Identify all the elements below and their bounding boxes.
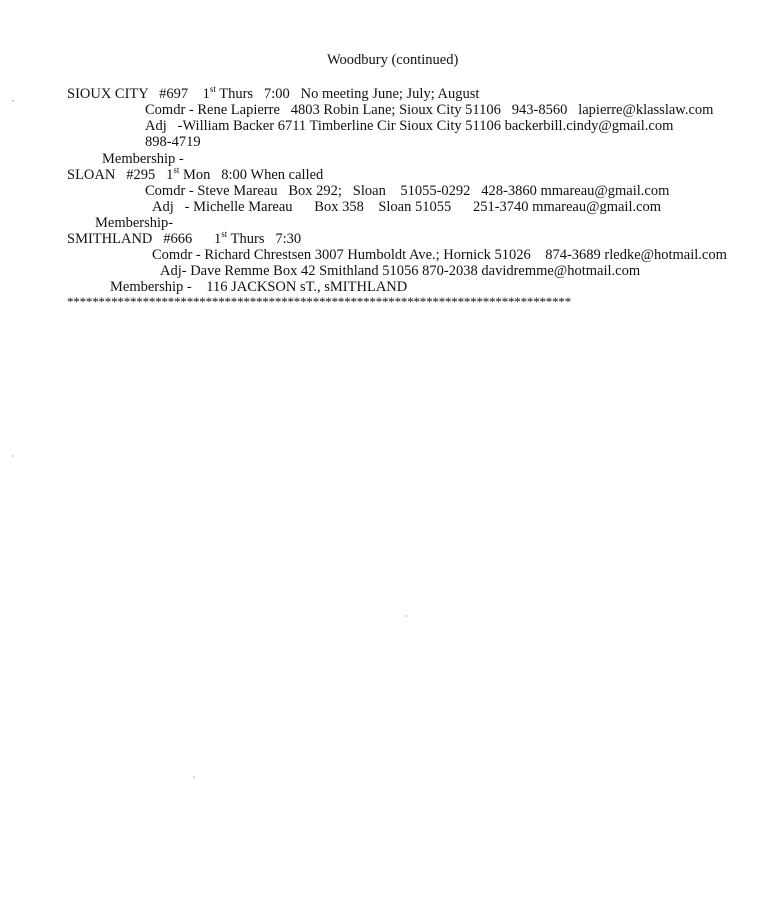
meeting-time: 7:30 — [275, 231, 302, 247]
scan-speck — [12, 100, 14, 102]
scan-speck — [12, 455, 14, 457]
post-number: #697 — [159, 86, 189, 102]
post-header-sioux-city — [67, 86, 479, 102]
post-name: SIOUX CITY — [67, 86, 149, 102]
meeting-day-ordinal: 1 — [214, 231, 222, 247]
section-separator: ******************************************************************************** — [67, 294, 572, 309]
scan-speck — [405, 615, 407, 617]
scan-speck — [193, 776, 195, 778]
meeting-day: Mon — [182, 167, 211, 183]
meeting-time: 7:00 — [263, 86, 290, 102]
meeting-day-ordinal: 1 — [202, 86, 210, 102]
adjutant-line: Adj -William Backer 6711 Timberline Cir Sioux City 51106 backerbill.cindy@gmail.com — [145, 118, 674, 134]
commander-line: Comdr - Richard Chrestsen 3007 Humboldt Ave.; Hornick 51026 874-3689 rledke@hotmail.com — [152, 247, 727, 263]
meeting-note: No meeting June; July; August — [300, 86, 480, 102]
post-header-smithland — [67, 231, 301, 247]
membership-line: Membership - — [102, 151, 184, 167]
meeting-day: Thurs — [230, 231, 265, 247]
post-name: SMITHLAND — [67, 231, 153, 247]
meeting-day: Thurs — [219, 86, 254, 102]
page-title: Woodbury (continued) — [327, 52, 459, 68]
membership-line: Membership- — [95, 215, 174, 231]
meeting-note: When called — [250, 167, 324, 183]
meeting-day-ordinal: 1 — [166, 167, 174, 183]
meeting-day-suffix: st — [209, 84, 216, 94]
post-header-sloan — [67, 167, 323, 183]
post-name: SLOAN — [67, 167, 116, 183]
commander-line: Comdr - Rene Lapierre 4803 Robin Lane; Sioux City 51106 943-8560 lapierre@klasslaw.com — [145, 102, 714, 118]
meeting-day-suffix: st — [221, 229, 228, 239]
post-number: #295 — [126, 167, 156, 183]
adjutant-phone-line: 898-4719 — [145, 134, 201, 150]
post-number: #666 — [163, 231, 193, 247]
meeting-time: 8:00 — [221, 167, 248, 183]
adjutant-line: Adj- Dave Remme Box 42 Smithland 51056 870-2038 davidremme@hotmail.com — [160, 263, 641, 279]
membership-line: Membership - 116 JACKSON sT., sMITHLAND — [110, 279, 408, 295]
commander-line: Comdr - Steve Mareau Box 292; Sloan 51055-0292 428-3860 mmareau@gmail.com — [145, 183, 670, 199]
adjutant-line: Adj - Michelle Mareau Box 358 Sloan 51055 251-3740 mmareau@gmail.com — [152, 199, 662, 215]
meeting-day-suffix: st — [173, 165, 180, 175]
